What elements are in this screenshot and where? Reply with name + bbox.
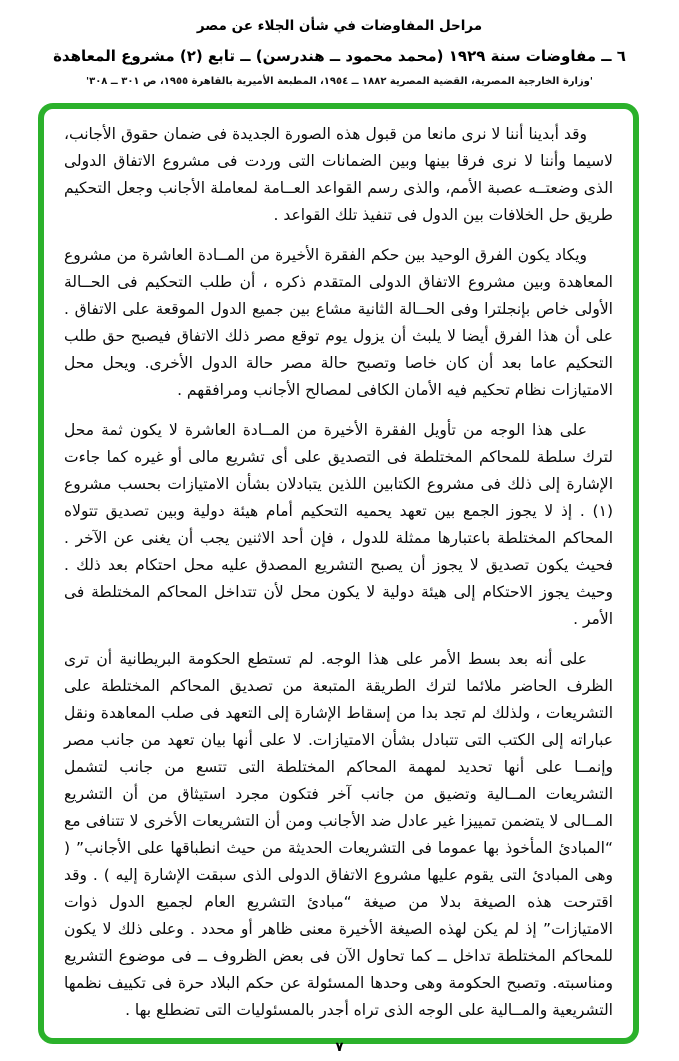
- body-paragraph-4: على أنه بعد بسط الأمر على هذا الوجه. لم تستطع الحكومة البريطانية أن ترى الظرف الحاضر ملائما لترك الطريقة المتبعة من تصديق المحاكم المختلطة على التشريعات ، ولذلك لم تجد بدا من إسقاط الإشارة إلى التعهد فى صلب المعاهدة ونقل عباراته إلى الكتب التى تتبادل بشأن الامتيازات. لا على أنها بيان تعهد من جانب مصر وإنمــا على أنها تحديد لمهمة المحاكم المختلطة التى تتسع من جانب لتشمل التشريعات المــالية وتضيق من جانب آخر فتكون مجرد استيثاق من أن التشريع المــالى لا يتضمن تمييزا غير عادل ضد الأجانب ومن أن التشريعات الأخرى لا تتنافى مع “المبادئ المأخوذ بها عموما فى التشريعات الحديثة من حيث انطباقها على الأجانب” ( وهى المبادئ التى يقوم عليها مشروع الاتفاق الدولى الذى سبقت الإشارة إليه ) . وقد اقترحت هذه الصيغة بدلا من صيغة “مبادئ التشريع العام لجميع الدول ذوات الامتيازات” إذ لم يكن لهذه الصيغة الأخيرة معنى ظاهر أو محدد . وعلى ذلك لا يكون للمحاكم المختلطة تداخل ــ كما تحاول الآن فى بعض الظروف ــ فى موضوع التشريع ومناسبته. وتصبح الحكومة وهى وحدها المسئولة عن حكم البلاد حرة فى تكييف نظمها التشريعية والمــالية على الوجه الذى تراه أجدر بالمسئوليات التى تضطلع بها .: [64, 650, 613, 1019]
- page-number: ٧: [335, 1040, 344, 1055]
- body-paragraph-3: على هذا الوجه من تأويل الفقرة الأخيرة من المــادة العاشرة لا يكون ثمة محل لترك سلطة للمحاكم المختلطة فى التصديق على أى تشريع مالى أو غيره كما جاءت الإشارة إلى ذلك فى مشروع الكتابين اللذين يتبادلان بشأن الامتيازات بحسب مشروع (١) . إذ لا يجوز الجمع بين تعهد يحميه التحكيم أمام هيئة دولية وبين تصديق تتولاه المحاكم المختلطة باعتبارها ممثلة للدول ، فإن أحد الاثنين يجب أن يغنى عن الآخر . فحيث يكون تصديق لا يجوز أن يصبح التشريع المصدق عليه محل احتكام بعد ذلك . وحيث يجوز الاحتكام إلى هيئة دولية لا يكون محل لأن تتداخل المحاكم المختلطة فى الأمر .: [64, 421, 613, 628]
- source-citation: 'وزارة الخارجية المصرية، القضية المصرية ١٨٨٢ ــ ١٩٥٤، المطبعة الأميرية بالقاهرة ١٩٥٥، ص ٣٠١ ــ ٣٠٨': [86, 76, 593, 87]
- section-heading: ٦ ــ مفاوضات سنة ١٩٢٩ (محمد محمود ــ هندرسن) ــ تابع (٢) مشروع المعاهدة: [53, 47, 626, 65]
- body-paragraph-1: وقد أبدينا أننا لا نرى مانعا من قبول هذه الصورة الجديدة فى ضمان حقوق الأجانب، لاسيما وأننا لا نرى فرقا بينها وبين الضمانات التى وردت فى مشروع الاتفاق الدولى الذى وضعتــه عصبة الأمم، والذى رسم القواعد العــامة لمعاملة الأجانب وجعل التحكيم طريق حل الخلافات بين الدول فى تنفيذ تلك القواعد .: [64, 125, 613, 224]
- body-paragraph-2: ويكاد يكون الفرق الوحيد بين حكم الفقرة الأخيرة من المــادة العاشرة من مشروع المعاهدة وبين مشروع الاتفاق الدولى المتقدم ذكره ، أن طلب التحكيم فى الحــالة الأولى خاص بإنجلترا وفى الحــالة الثانية مشاع بين جميع الدول الموقعة على الاتفاق . على أن هذا الفرق أيضا لا يلبث أن يزول يوم توقع مصر ذلك الاتفاق فيصبح حق طلب التحكيم عاما بعد أن كان خاصا وتصبح حالة مصر حالة الدول الأخرى. ويحل محل الامتيازات نظام تحكيم فيه الأمان الكافى لمصالح الأجانب ومرافقهم .: [64, 246, 613, 399]
- text-frame: [38, 103, 639, 1044]
- page-title: مراحل المفاوضات في شأن الجلاء عن مصر: [196, 18, 483, 34]
- document-header: [0, 18, 679, 87]
